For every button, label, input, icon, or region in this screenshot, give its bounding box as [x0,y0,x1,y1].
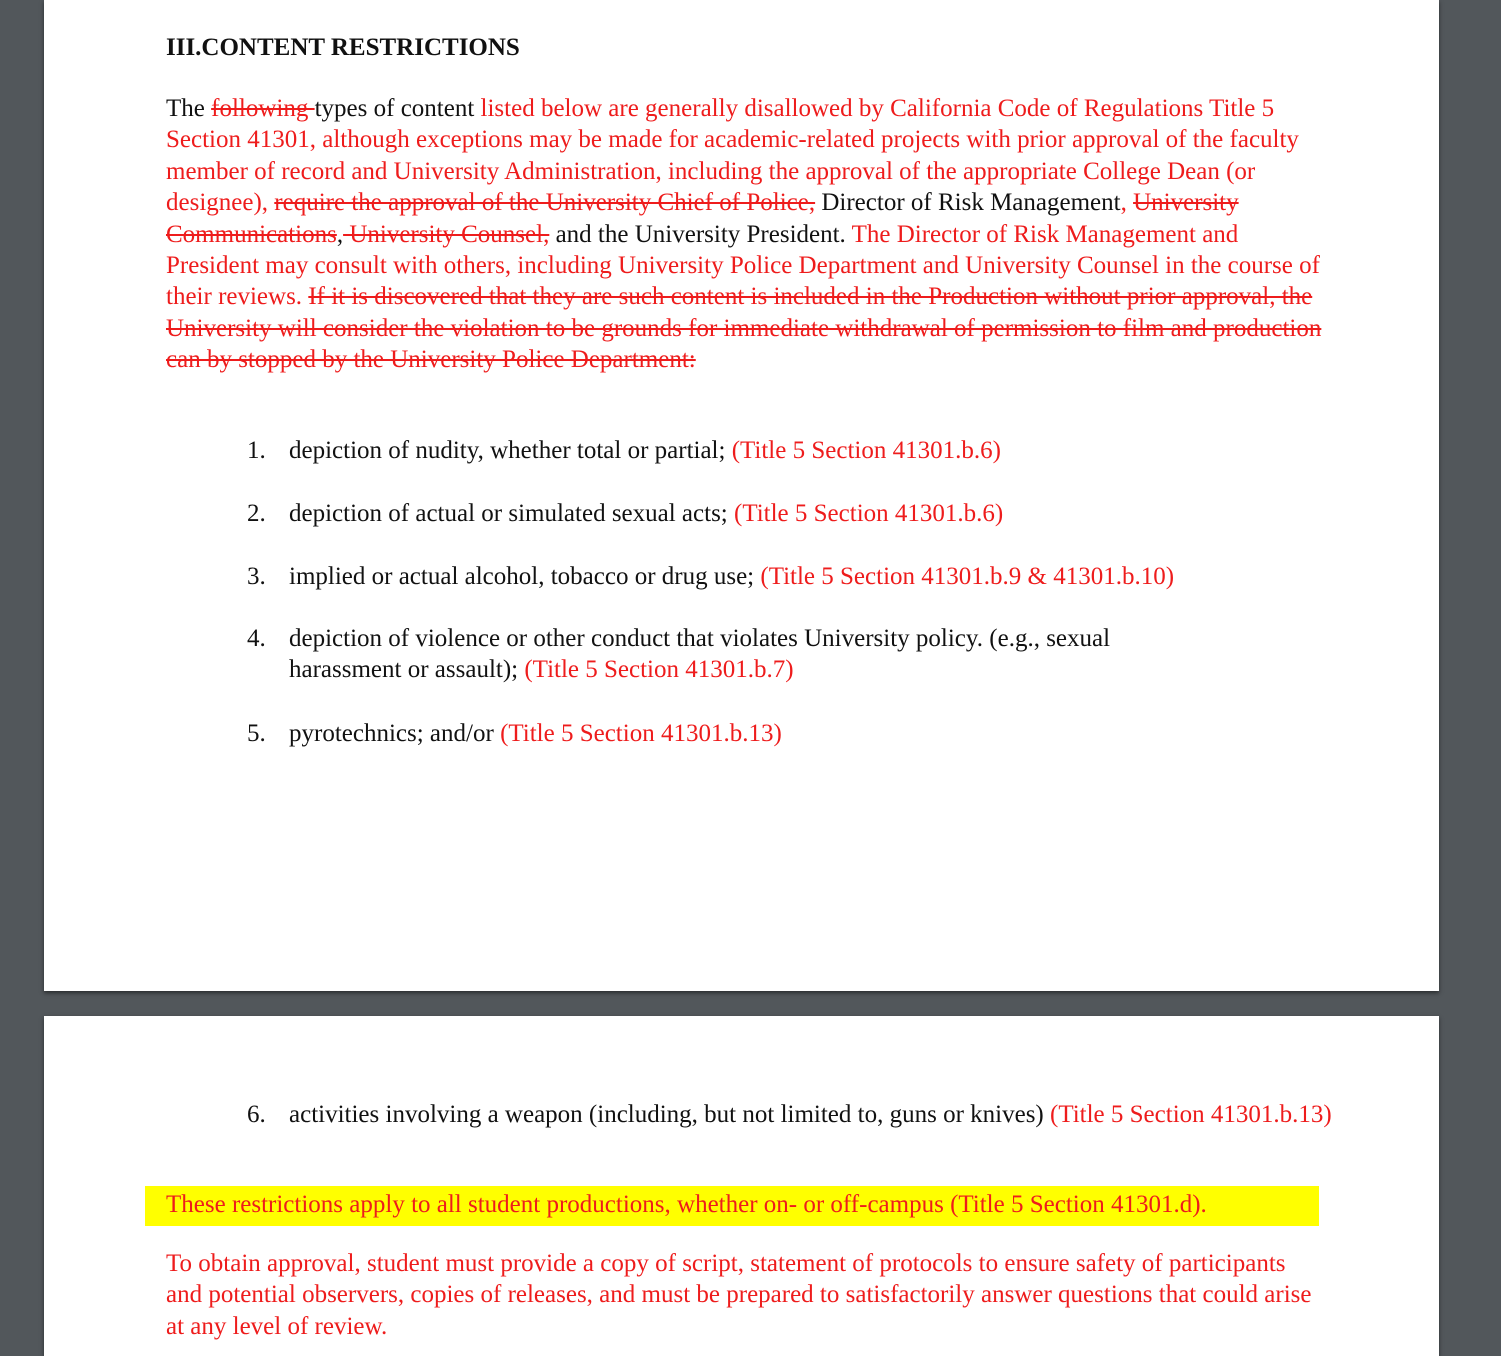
list-text: implied or actual alcohol, tobacco or drug use; [289,563,761,590]
intro-paragraph [166,93,1326,376]
inserted-text: listed below are generally disallowed by California Code of Regulations Title 5 Section 41301, although exceptions may be made for academic-related projects with prior approval of the faculty member of record and University Administration, including the approval of the appropriate College Dean (or designee), [166,95,1299,217]
approval-paragraph: To obtain approval, student must provide a copy of script, statement of protocols to ensure safety of participants and potential observers, copies of releases, and must be prepared to satisfactorily answer questions that could arise at any level of review. [166,1250,1312,1340]
list-number: 1. [247,437,266,464]
list-item [247,1099,1337,1130]
deleted-text: University Communications [166,189,1239,248]
inserted-text: , [1120,189,1134,217]
deleted-text: If it is discovered that they are such content is included in the Production without prior approval, the University will consider the violation to be grounds for immediate withdrawal of permission to film and production can by stopped by the University Police Department: [166,283,1322,374]
deleted-text: require the approval of the University Chief of Police, [274,189,816,217]
list-item [247,718,1337,749]
list-text: depiction of violence or other conduct that violates University policy. (e.g., sexual harassment or assault); [289,625,1111,684]
list-text: activities involving a weapon (including, but not limited to, guns or knives) [289,1101,1050,1128]
list-reference: (Title 5 Section 41301.b.6) [734,500,1004,527]
text-run: The [166,95,212,122]
list-text: depiction of nudity, whether total or partial; [289,437,732,464]
list-item [247,498,1337,529]
section-heading: III.CONTENT RESTRICTIONS [166,34,520,61]
list-number: 3. [247,563,266,590]
list-reference: (Title 5 Section 41301.b.6) [731,437,1001,464]
list-number: 4. [247,625,266,652]
text-run: Director of Risk Management [815,189,1121,217]
list-reference: (Title 5 Section 41301.b.9 & 41301.b.10) [760,563,1175,590]
list-reference: (Title 5 Section 41301.b.7) [524,656,794,684]
deleted-text: following [211,95,315,122]
text-run: types of content [314,95,481,122]
list-item [247,561,1337,592]
text-run: and the University President. [549,220,852,248]
list-text: depiction of actual or simulated sexual acts; [289,500,734,527]
deleted-text: University Counsel, [343,220,550,248]
list-number: 5. [247,720,266,747]
text-run: , [336,220,344,248]
list-number: 2. [247,500,266,527]
list-text: pyrotechnics; and/or [289,720,501,747]
list-item [247,435,1337,466]
inserted-text: The Director of Risk Management and President may consult with others, including University Police Department and University Counsel in the course of their reviews. [166,220,1320,311]
list-number: 6. [247,1101,266,1128]
list-reference: (Title 5 Section 41301.b.13) [1050,1101,1332,1128]
list-reference: (Title 5 Section 41301.b.13) [500,720,782,747]
document-page-2 [44,1016,1439,1356]
list-item [247,623,1337,686]
highlighted-statement: These restrictions apply to all student productions, whether on- or off-campus (Title 5 Section 41301.d). [166,1191,1207,1218]
document-page-1 [44,0,1439,991]
